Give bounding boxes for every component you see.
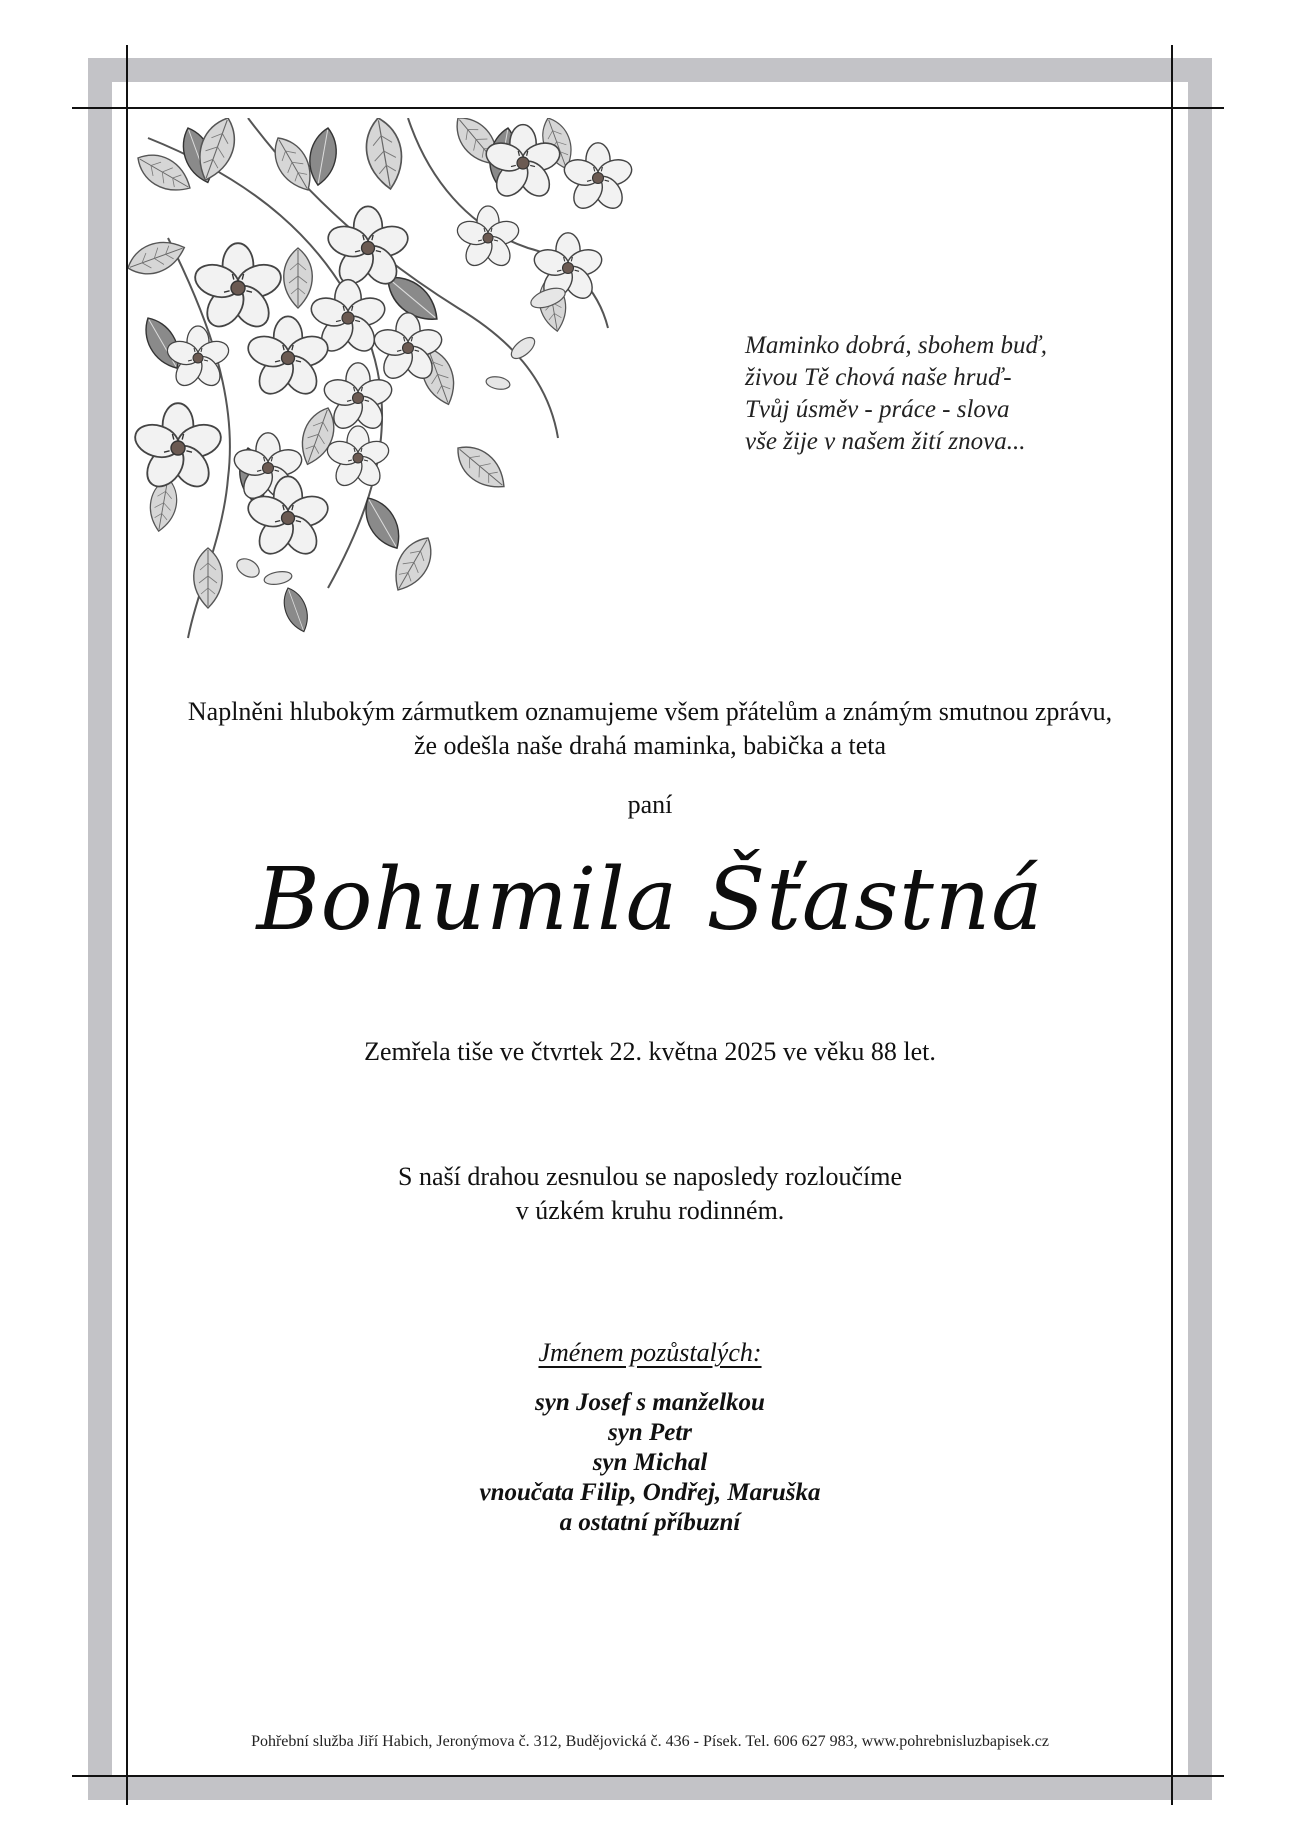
mourner-entry: vnoučata Filip, Ondřej, Maruška [479, 1479, 821, 1506]
mourner-entry: syn Josef s manželkou [535, 1389, 765, 1416]
floral-branch-illustration [128, 118, 668, 678]
mourner-entry: a ostatní příbuzní [559, 1509, 741, 1536]
poem-line: Maminko dobrá, sbohem buď, [745, 332, 1047, 359]
poem-line: živou Tě chová naše hruď- [745, 364, 1012, 391]
crop-line-top [72, 107, 1224, 109]
farewell-notice [112, 1160, 1188, 1228]
farewell-line: v úzkém kruhu rodinném. [515, 1196, 785, 1225]
poem-line: Tvůj úsměv - práce - slova [745, 396, 1010, 423]
death-notice: Zemřela tiše ve čtvrtek 22. května 2025 ve věku 88 let. [364, 1037, 936, 1066]
mourners-list [112, 1388, 1188, 1538]
poem-verse [745, 330, 1047, 458]
poem-line: vše žije v našem žití znova... [745, 428, 1026, 455]
announcement [112, 695, 1188, 763]
farewell-line: S naší drahou zesnulou se naposledy rozloučíme [398, 1162, 902, 1191]
funeral-service-footer: Pohřební služba Jiří Habich, Jeronýmova č. 312, Budějovická č. 436 - Písek. Tel. 606 627 983, www.pohrebnisluzbapisek.cz [251, 1733, 1049, 1750]
announcement-line: Naplněni hlubokým zármutkem oznamujeme všem přátelům a známým smutnou zprávu, [187, 697, 1113, 726]
mourner-entry: syn Michal [592, 1449, 708, 1476]
mourners-heading: Jménem pozůstalých: [538, 1338, 762, 1367]
mourner-entry: syn Petr [607, 1419, 693, 1446]
crop-line-bottom [72, 1775, 1224, 1777]
announcement-line: že odešla naše drahá maminka, babička a teta [413, 731, 887, 760]
deceased-name: Bohumila Šťastná [256, 850, 1044, 950]
title-word: paní [627, 790, 673, 819]
